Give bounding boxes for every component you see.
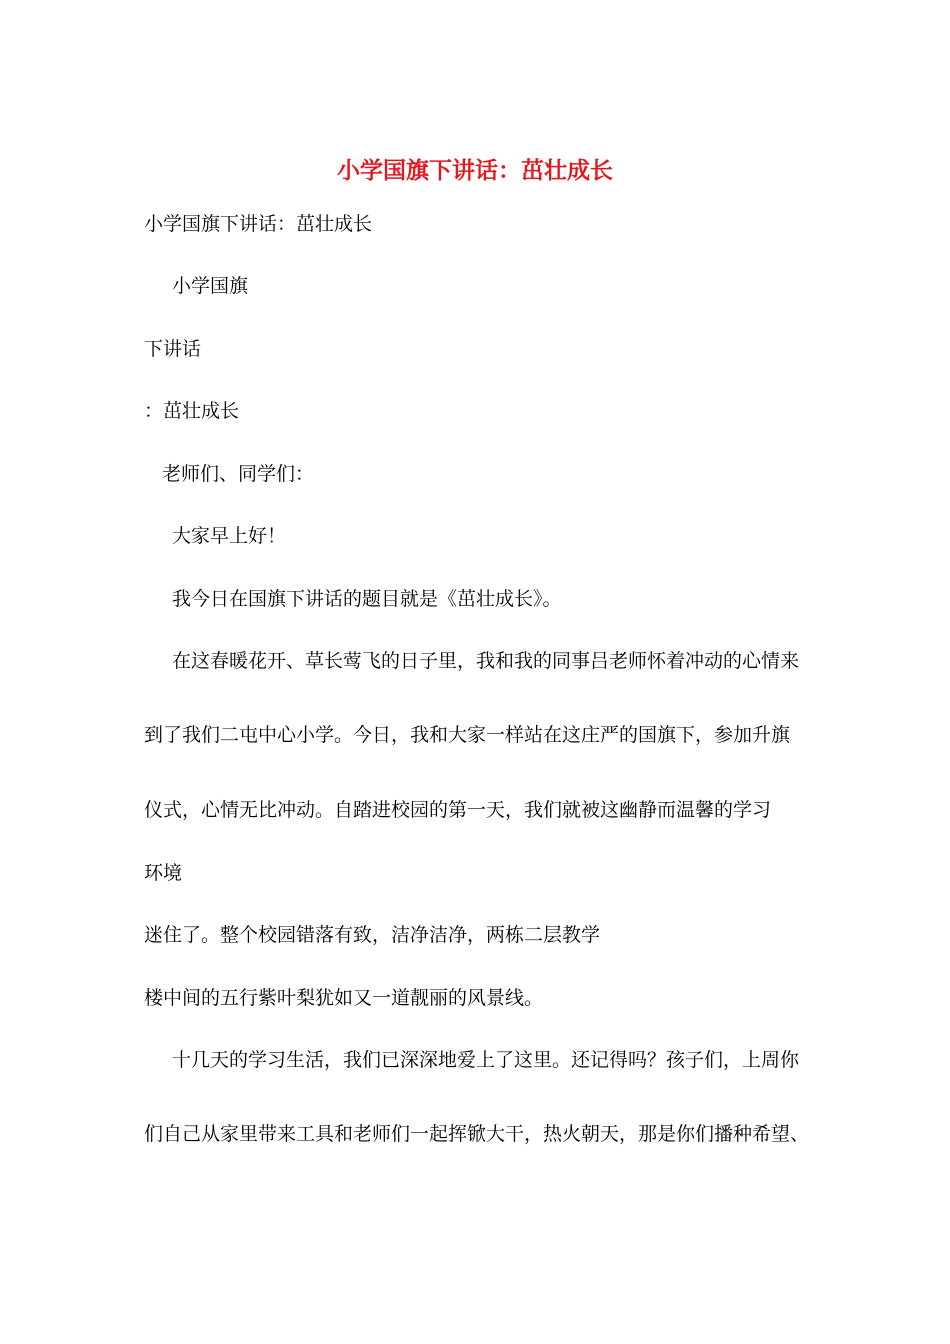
body-line: 小学国旗下讲话：茁壮成长 [144, 213, 373, 235]
document-title: 小学国旗下讲话：茁壮成长 [337, 157, 613, 184]
body-line: 小学国旗 [172, 275, 249, 297]
body-line: 仪式，心情无比冲动。自踏进校园的第一天，我们就被这幽静而温馨的学习 [144, 799, 772, 821]
body-line: 到了我们二屯中心小学。今日，我和大家一样站在这庄严的国旗下，参加升旗 [144, 724, 791, 746]
body-line: 十几天的学习生活，我们已深深地爱上了这里。还记得吗？孩子们，上周你 [172, 1049, 800, 1071]
body-line: 环境 [144, 862, 183, 884]
body-line: ：茁壮成长 [144, 400, 240, 422]
body-line: 老师们、同学们： [162, 463, 315, 485]
body-line: 迷住了。整个校园错落有致，洁净洁净，两栋二层教学 [144, 924, 601, 946]
body-line: 楼中间的五行紫叶梨犹如又一道靓丽的风景线。 [144, 987, 544, 1009]
body-line: 大家早上好！ [172, 525, 287, 547]
body-line: 们自己从家里带来工具和老师们一起挥锨大干，热火朝天，那是你们播种希望、 [144, 1123, 810, 1145]
body-line: 我今日在国旗下讲话的题目就是《茁壮成长》。 [172, 588, 562, 610]
body-line: 下讲话 [144, 338, 202, 360]
body-line: 在这春暖花开、草长莺飞的日子里，我和我的同事吕老师怀着冲动的心情来 [172, 650, 800, 672]
